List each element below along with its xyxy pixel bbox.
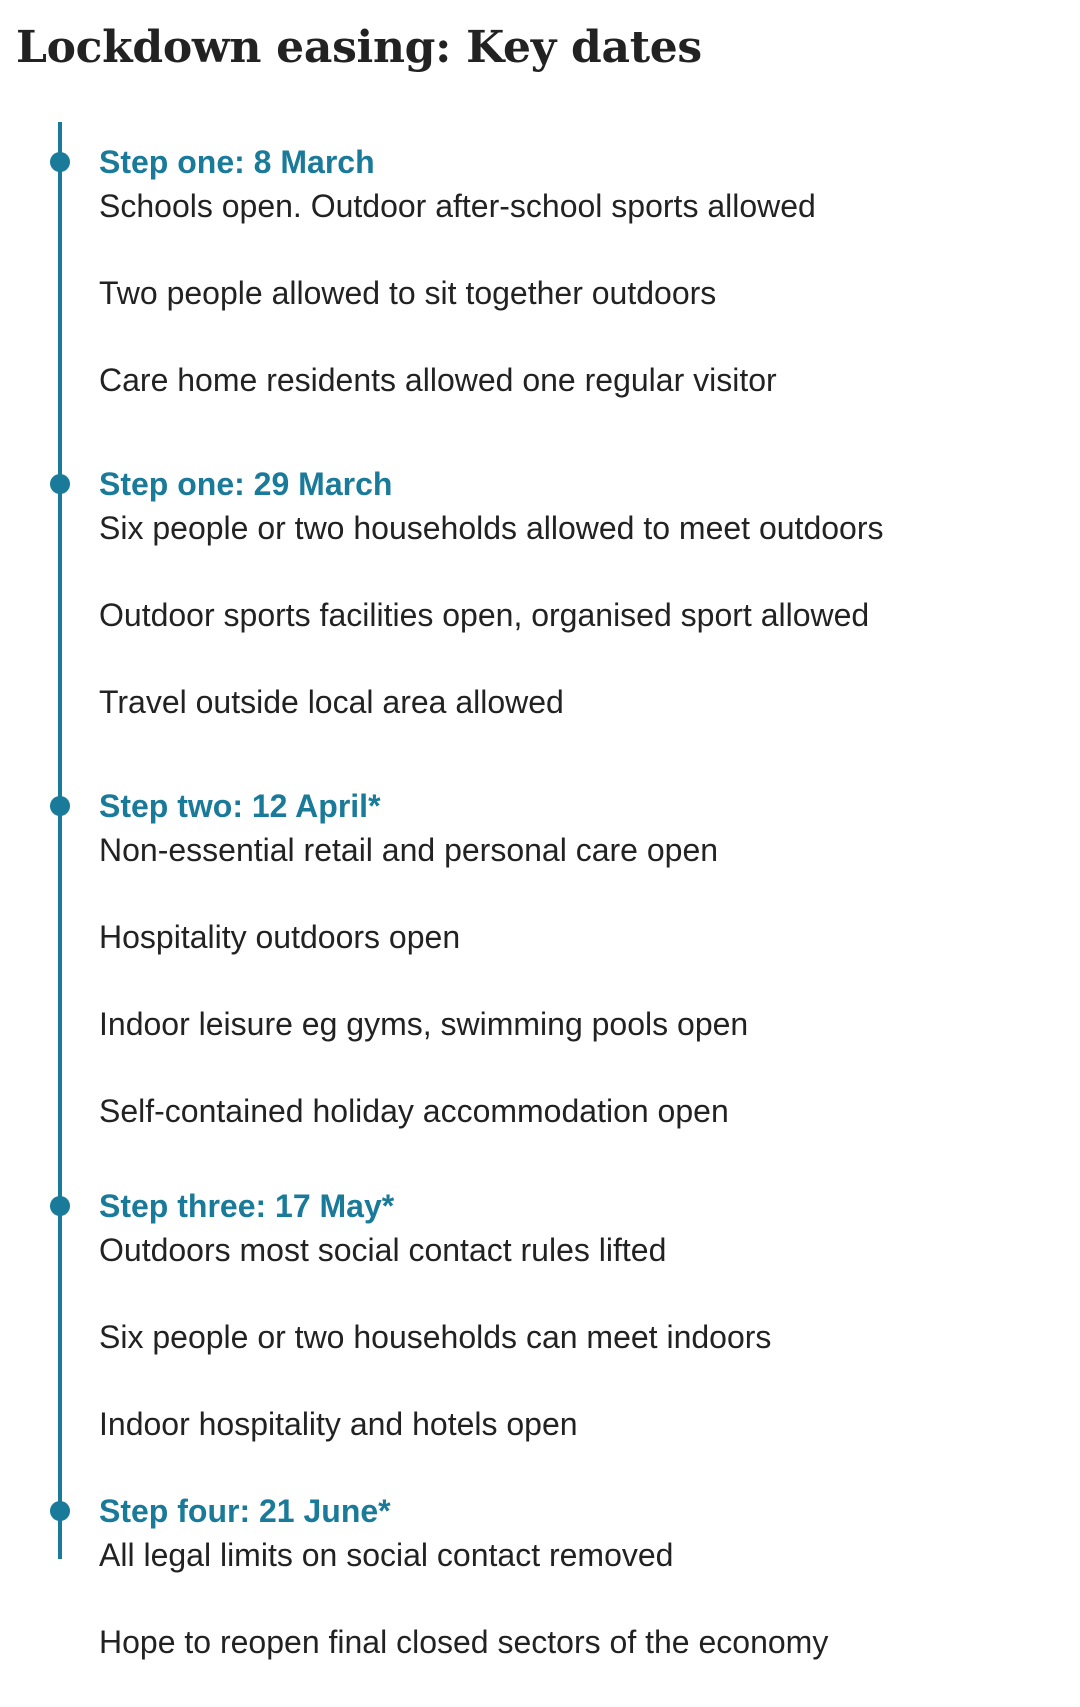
step-item: Hope to reopen final closed sectors of the economy — [99, 1624, 829, 1660]
timeline-dot — [50, 796, 70, 816]
page-title: Lockdown easing: Key dates — [16, 22, 702, 73]
step-item: Non-essential retail and personal care open — [99, 832, 719, 868]
step-heading: Step three: 17 May* — [99, 1188, 395, 1224]
step-heading: Step one: 29 March — [99, 466, 393, 502]
timeline-dot — [50, 152, 70, 172]
step-item: Outdoor sports facilities open, organised sport allowed — [99, 597, 870, 633]
step-item: Outdoors most social contact rules lifted — [99, 1232, 667, 1268]
step-heading: Step one: 8 March — [99, 144, 375, 180]
timeline-line — [58, 122, 62, 1559]
step-item: Schools open. Outdoor after-school sports allowed — [99, 188, 816, 224]
timeline-dot — [50, 1196, 70, 1216]
step-heading: Step four: 21 June* — [99, 1493, 391, 1529]
step-item: Care home residents allowed one regular visitor — [99, 362, 777, 398]
step-item: Two people allowed to sit together outdoors — [99, 275, 717, 311]
step-item: Six people or two households can meet indoors — [99, 1319, 772, 1355]
step-item: Hospitality outdoors open — [99, 919, 461, 955]
step-item: Self-contained holiday accommodation open — [99, 1093, 729, 1129]
step-item: Indoor hospitality and hotels open — [99, 1406, 578, 1442]
timeline-dot — [50, 474, 70, 494]
step-item: Six people or two households allowed to meet outdoors — [99, 510, 884, 546]
step-item: Travel outside local area allowed — [99, 684, 564, 720]
step-heading: Step two: 12 April* — [99, 788, 381, 824]
step-item: Indoor leisure eg gyms, swimming pools open — [99, 1006, 749, 1042]
timeline-dot — [50, 1501, 70, 1521]
step-item: All legal limits on social contact removed — [99, 1537, 674, 1573]
